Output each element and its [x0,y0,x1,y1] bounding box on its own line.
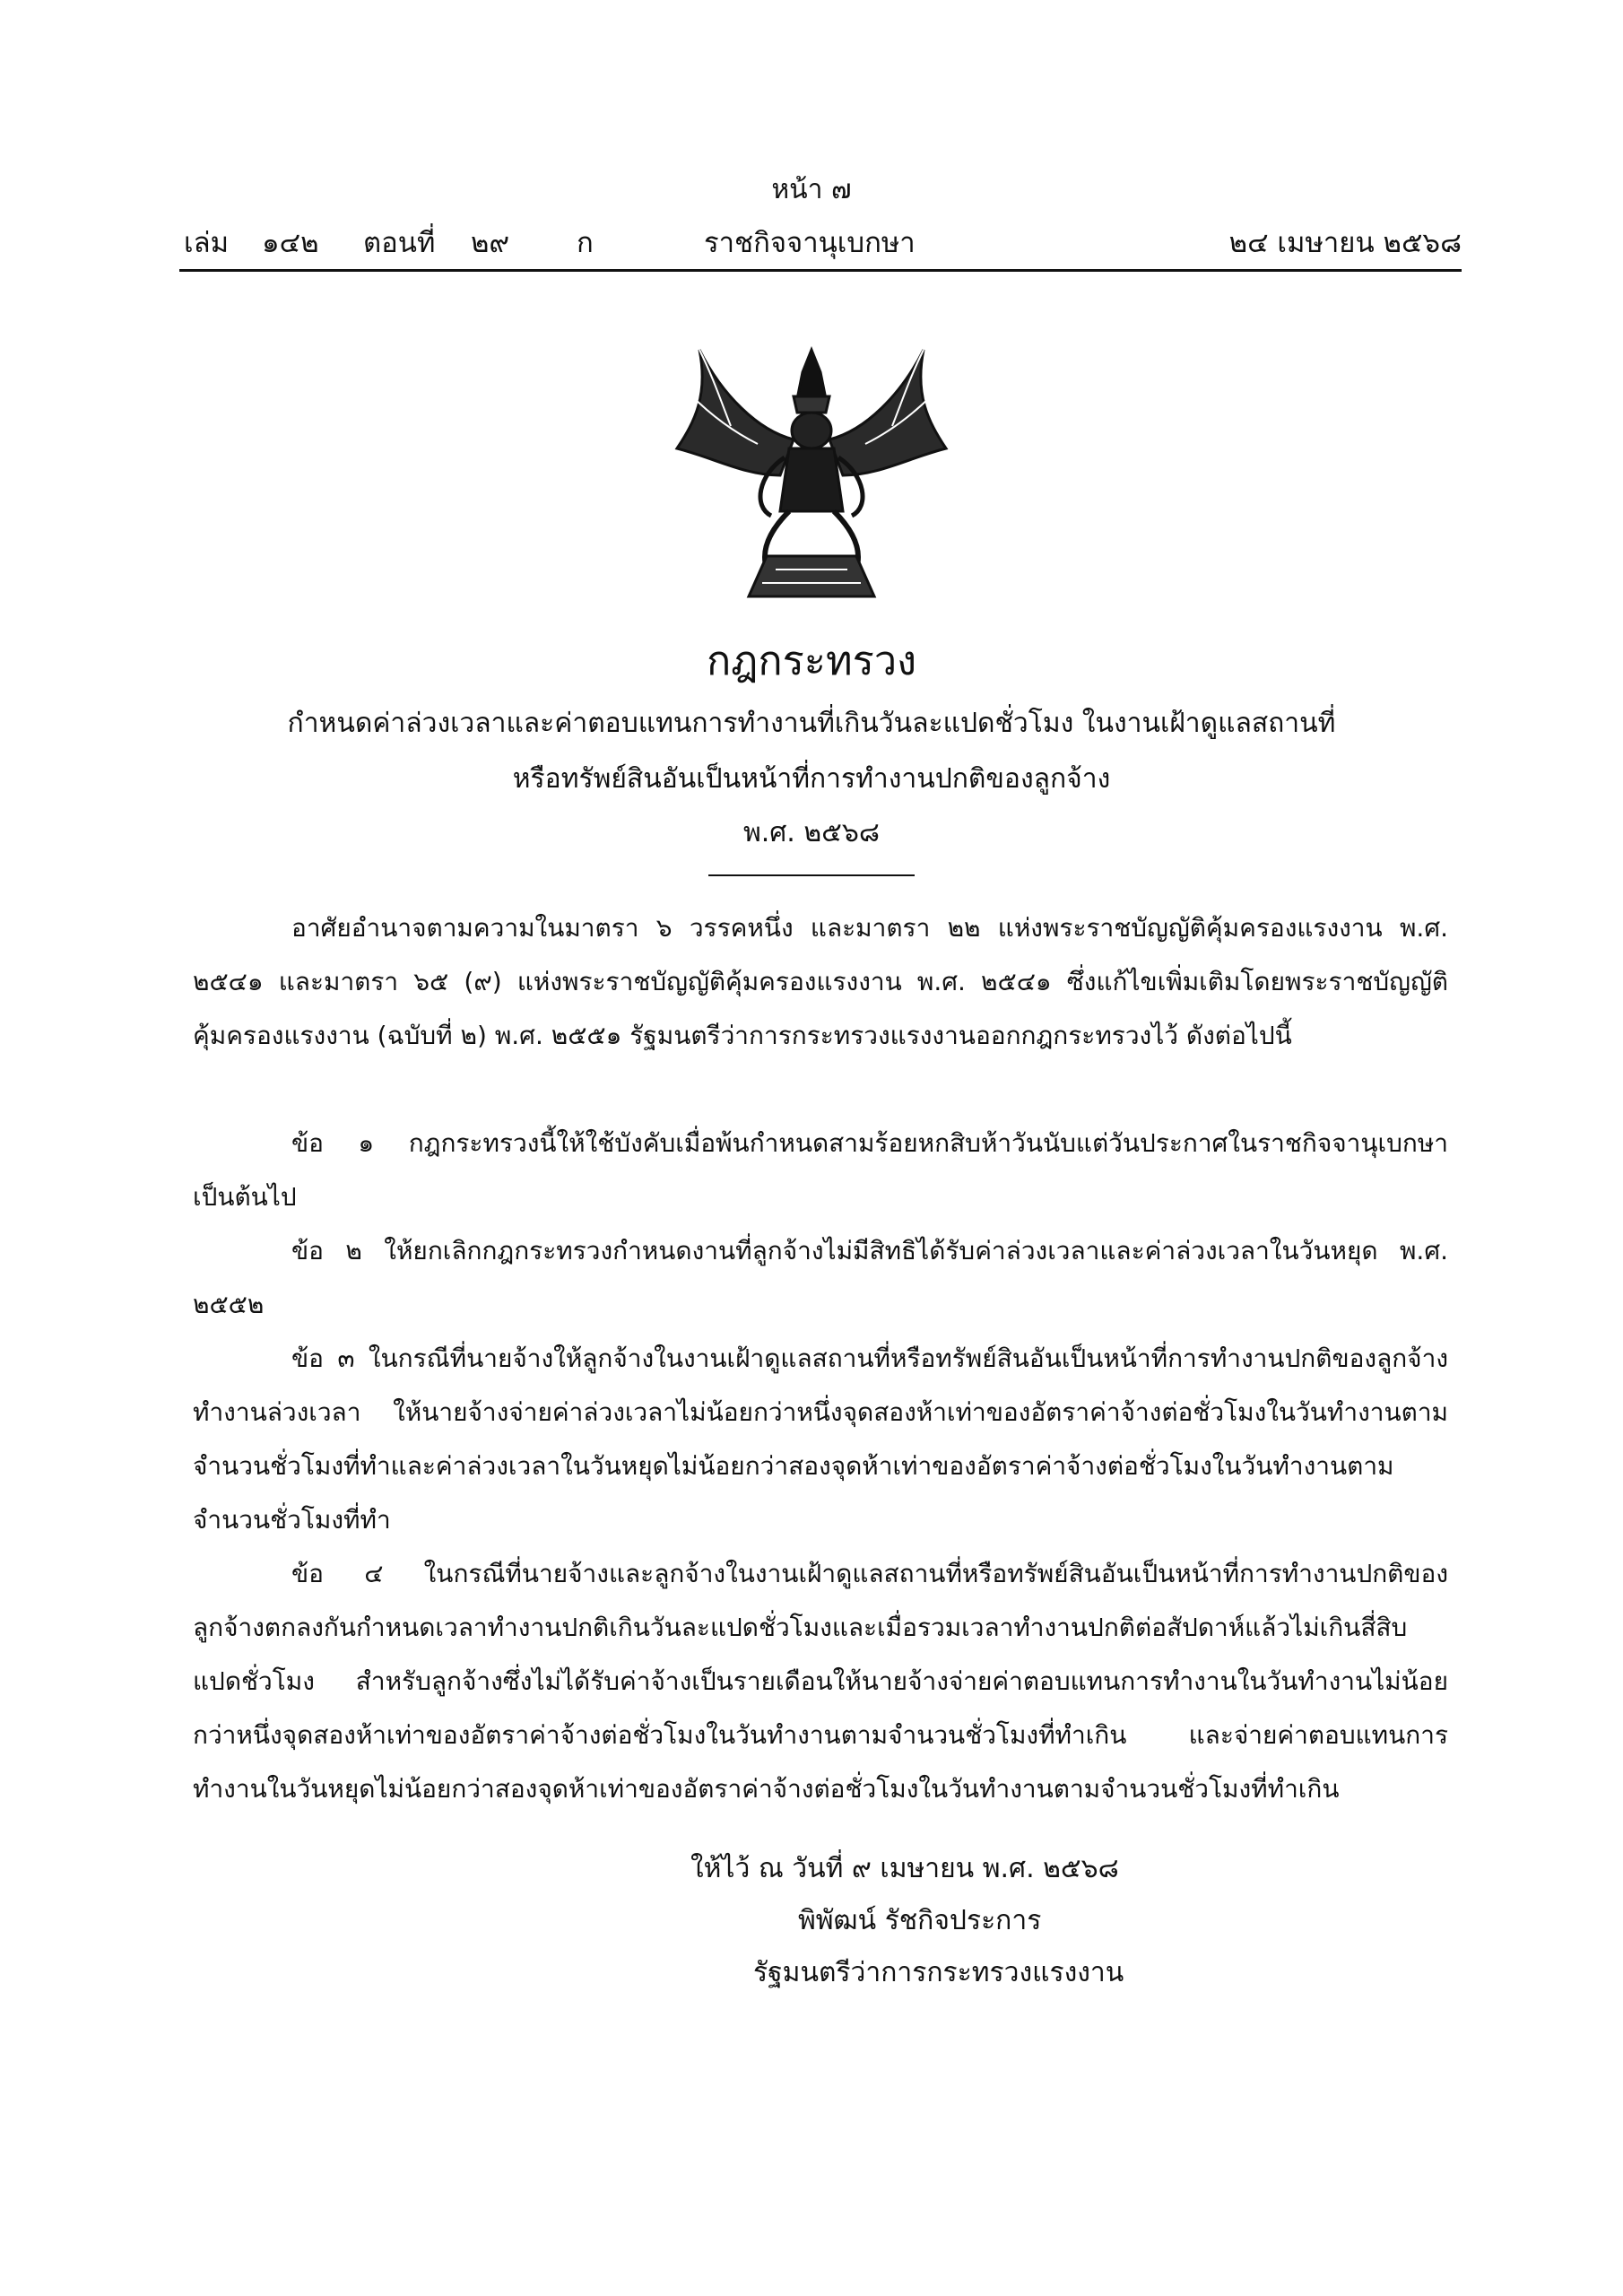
volume-label: เล่ม [184,227,230,259]
title-rule [708,874,915,876]
document-type: กฎกระทรวง [706,637,917,684]
given-date: ให้ไว้ ณ วันที่ ๙ เมษายน พ.ศ. ๒๕๖๘ [690,1853,1119,1884]
signatory-name: พิพัฒน์ รัชกิจประการ [798,1905,1042,1936]
page-number: หน้า ๗ [771,174,852,205]
garuda-emblem-icon [659,341,964,601]
clause-1: ข้อ ๑ กฎกระทรวงนี้ให้ใช้บังคับเมื่อพ้นกำหนดสามร้อยหกสิบห้าวันนับแต่วันประกาศในราชกิจจานุเบกษาเป็นต้นไป [193,1128,1448,1212]
signatory-position: รัฐมนตรีว่าการกระทรวงแรงงาน [753,1957,1124,1988]
publication-name: ราชกิจจานุเบกษา [704,227,916,259]
clause-2: ข้อ ๒ ให้ยกเลิกกฎกระทรวงกำหนดงานที่ลูกจ้างไม่มีสิทธิได้รับค่าล่วงเวลาและค่าล่วงเวลาในวันหยุด พ.ศ. ๒๕๕๒ [193,1236,1448,1319]
preamble-paragraph: อาศัยอำนาจตามความในมาตรา ๖ วรรคหนึ่ง และมาตรา ๒๒ แห่งพระราชบัญญัติคุ้มครองแรงงาน พ.ศ. ๒๕๔๑ และมาตรา ๖๕ (๙) แห่งพระราชบัญญัติคุ้มครองแรงงาน พ.ศ. ๒๕๔๑ ซึ่งแก้ไขเพิ่มเติมโดยพระราชบัญญัติคุ้มครองแรงงาน (ฉบับที่ ๒) พ.ศ. ๒๕๕๑ รัฐมนตรีว่าการกระทรวงแรงงานออกกฎกระทรวงไว้ ดังต่อไปนี้ [193,913,1448,1050]
section-number: ๒๙ [471,227,510,259]
section-label: ตอนที่ [363,227,436,259]
document-title-line1: กำหนดค่าล่วงเวลาและค่าตอบแทนการทำงานที่เกินวันละแปดชั่วโมง ในงานเฝ้าดูแลสถานที่ [287,708,1336,739]
clause-3: ข้อ ๓ ในกรณีที่นายจ้างให้ลูกจ้างในงานเฝ้าดูแลสถานที่หรือทรัพย์สินอันเป็นหน้าที่การทำงานปกติของลูกจ้างทำงานล่วงเวลา ให้นายจ้างจ่ายค่าล่วงเวลาไม่น้อยกว่าหนึ่งจุดสองห้าเท่าของอัตราค่าจ้างต่อชั่วโมงในวันทำงานตามจำนวนชั่วโมงที่ทำและค่าล่วงเวลาในวันหยุดไม่น้อยกว่าสองจุดห้าเท่าของอัตราค่าจ้างต่อชั่วโมงในวันทำงานตามจำนวนชั่วโมงที่ทำ [193,1344,1448,1535]
publication-date: ๒๔ เมษายน ๒๕๖๘ [1228,227,1462,259]
document-title-line2: หรือทรัพย์สินอันเป็นหน้าที่การทำงานปกติของลูกจ้าง [512,763,1111,795]
section-letter: ก [577,227,594,259]
document-year: พ.ศ. ๒๕๖๘ [742,817,881,848]
clause-4: ข้อ ๔ ในกรณีที่นายจ้างและลูกจ้างในงานเฝ้าดูแลสถานที่หรือทรัพย์สินอันเป็นหน้าที่การทำงานปกติของลูกจ้างตกลงกันกำหนดเวลาทำงานปกติเกินวันละแปดชั่วโมงและเมื่อรวมเวลาทำงานปกติต่อสัปดาห์แล้วไม่เกินสี่สิบแปดชั่วโมง สำหรับลูกจ้างซึ่งไม่ได้รับค่าจ้างเป็นรายเดือนให้นายจ้างจ่ายค่าตอบแทนการทำงานในวันทำงานไม่น้อยกว่าหนึ่งจุดสองห้าเท่าของอัตราค่าจ้างต่อชั่วโมงในวันทำงานตามจำนวนชั่วโมงที่ทำเกิน และจ่ายค่าตอบแทนการทำงานในวันหยุดไม่น้อยกว่าสองจุดห้าเท่าของอัตราค่าจ้างต่อชั่วโมงในวันทำงานตามจำนวนชั่วโมงที่ทำเกิน [193,1559,1448,1804]
volume-number: ๑๔๒ [262,227,319,259]
header-rule [179,269,1462,272]
